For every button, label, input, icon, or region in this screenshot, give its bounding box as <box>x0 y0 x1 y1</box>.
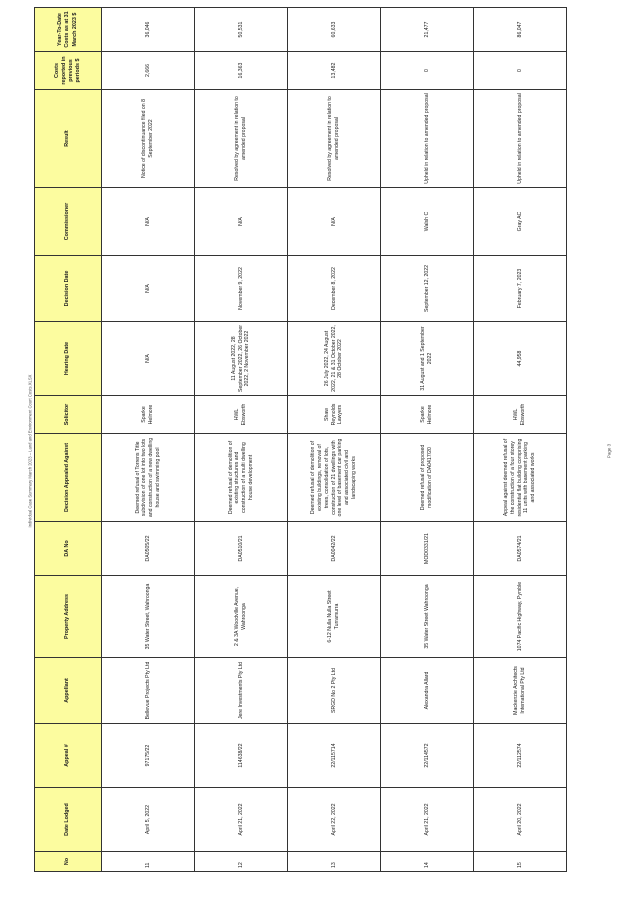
table-cell: 50,531 <box>195 8 288 52</box>
table-cell: Sparke Helmore <box>381 396 474 434</box>
column-header: Solicitor <box>35 396 102 434</box>
table-cell: April 5, 2022 <box>102 788 195 852</box>
table-cell: 13 <box>288 852 381 872</box>
table-cell: DA0574/21 <box>474 522 567 576</box>
table-cell: Deemed refusal of proposed modification of DA0417/20 <box>381 434 474 522</box>
table-cell: DA0510/21 <box>195 522 288 576</box>
table-cell: Mackenzie Architects International Pty Ltd <box>474 658 567 724</box>
table-body <box>102 8 567 872</box>
table-cell: 15 <box>474 852 567 872</box>
table-cell: N/A <box>102 188 195 256</box>
column-header: No <box>35 852 102 872</box>
column-header: Hearing Date <box>35 322 102 396</box>
table-container <box>34 11 556 872</box>
table-cell: 1074 Pacific Highway, Pymble <box>474 576 567 658</box>
table-cell: 16,363 <box>195 52 288 90</box>
table-cell: 2 & 3A Woodville Avenue, Wahroonga <box>195 576 288 658</box>
table-row <box>288 8 381 872</box>
table-cell: 35 Water Street, Wahroonga <box>102 576 195 658</box>
table-cell: 11 <box>102 852 195 872</box>
table-cell: Deemed refusal of demolition of existing structures and construction of a multi dwelling house development <box>195 434 288 522</box>
table-cell: HWL Ebsworth <box>195 396 288 434</box>
table-cell: N/A <box>102 322 195 396</box>
table-cell: 2,666 <box>102 52 195 90</box>
table-cell: 86,047 <box>474 8 567 52</box>
table-cell: Shaw Reynolds Lawyers <box>288 396 381 434</box>
column-header: Result <box>35 90 102 188</box>
table-cell: 0 <box>474 52 567 90</box>
column-header: Appeal # <box>35 724 102 788</box>
table-cell: 22/112574 <box>474 724 567 788</box>
table-row <box>381 8 474 872</box>
table-cell: Notice of discontinuance filed on 8 September 2022 <box>102 90 195 188</box>
table-cell: Gray AC <box>474 188 567 256</box>
table-cell: 22/115714 <box>288 724 381 788</box>
table-cell: Sparke Helmore <box>102 396 195 434</box>
table-cell: 114638/22 <box>195 724 288 788</box>
table-cell: September 12, 2022 <box>381 256 474 322</box>
table-cell: SRGD No 2 Pty Ltd <box>288 658 381 724</box>
table-cell: April 20, 2022 <box>474 788 567 852</box>
table-cell: MOD0331/21 <box>381 522 474 576</box>
table-cell: DA0042/22 <box>288 522 381 576</box>
column-header: Commissioner <box>35 188 102 256</box>
table-row <box>195 8 288 872</box>
table-cell: N/A <box>288 188 381 256</box>
table-cell: DA0505/22 <box>102 522 195 576</box>
table-cell: 44,958 <box>474 322 567 396</box>
table-cell: 26 July 2022, 24 August 2022, 21 & 31 October 2022, 28 October 2022 <box>288 322 381 396</box>
table-cell: November 9, 2022 <box>195 256 288 322</box>
table-cell: Jere Investments Pty Ltd <box>195 658 288 724</box>
table-cell: 21,477 <box>381 8 474 52</box>
column-header: Year-To-Date Costs as at 31 March 2023 $ <box>35 8 102 52</box>
table-cell: HWL Ebsworth <box>474 396 567 434</box>
column-header: Costs reported in previous periods $ <box>35 52 102 90</box>
table-cell: April 21, 2022 <box>381 788 474 852</box>
table-cell: Deemed refusal of demolition of existing buildings, removal of trees, consolidation of lots, construction of 21 dwellings with one level of basement car parking and associated civil and landscaping works <box>288 434 381 522</box>
table-cell: April 21, 2022 <box>195 788 288 852</box>
column-header: DA No <box>35 522 102 576</box>
table-cell: 97175/22 <box>102 724 195 788</box>
table-cell: Resolved by agreement in relation to amended proposal <box>288 90 381 188</box>
column-header: Appellant <box>35 658 102 724</box>
page-number-text: Page 3 <box>606 443 612 459</box>
table-cell: 36,046 <box>102 8 195 52</box>
column-header: Property Address <box>35 576 102 658</box>
table-cell: Appeal against deemed refusal of the construction of a four storey residential flat building comprising 11 units with basement parking and associated works <box>474 434 567 522</box>
table-cell: 22/114572 <box>381 724 474 788</box>
table-cell: 11 August 2022, 28 September 2022, 26 October 2022, 2 November 2022 <box>195 322 288 396</box>
table-cell: Bellevue Projects Pty Ltd <box>102 658 195 724</box>
table-row <box>474 8 567 872</box>
table-header-row <box>35 8 102 872</box>
table-cell: Resolved by agreement in relation to amended proposal <box>195 90 288 188</box>
table-cell: 60,633 <box>288 8 381 52</box>
table-cell: February 7, 2023 <box>474 256 567 322</box>
table-cell: Upheld in relation to amended proposal <box>381 90 474 188</box>
table-cell: December 8, 2022 <box>288 256 381 322</box>
table-cell: 14 <box>381 852 474 872</box>
table-cell: 13,482 <box>288 52 381 90</box>
table-cell: Walsh C <box>381 188 474 256</box>
table-cell: 12 <box>195 852 288 872</box>
table-cell: 6-12 Nulla Nulla Street Turramurra <box>288 576 381 658</box>
column-header: Decision Date <box>35 256 102 322</box>
table-cell: Upheld in relation to amended proposal <box>474 90 567 188</box>
table-cell: N/A <box>102 256 195 322</box>
table-cell: 35 Water Street Wahroonga <box>381 576 474 658</box>
table-cell: April 22, 2022 <box>288 788 381 852</box>
table-cell: 0 <box>381 52 474 90</box>
case-summary-table <box>34 7 567 872</box>
table-cell: 31 August and 1 September 2022 <box>381 322 474 396</box>
table-cell: Alexandra Allard <box>381 658 474 724</box>
table-row <box>102 8 195 872</box>
table-cell: N/A <box>195 188 288 256</box>
table-cell: Deemed refusal of Torrens Title subdivision of one lot into two lots and construction of a new dwelling house and swimming pool <box>102 434 195 522</box>
document-header-text: Individual Case Summary March 2023 – Land and Environment Court Costs.XLSX <box>27 374 33 528</box>
column-header: Date Lodged <box>35 788 102 852</box>
column-header: Decision Appealed Against <box>35 434 102 522</box>
